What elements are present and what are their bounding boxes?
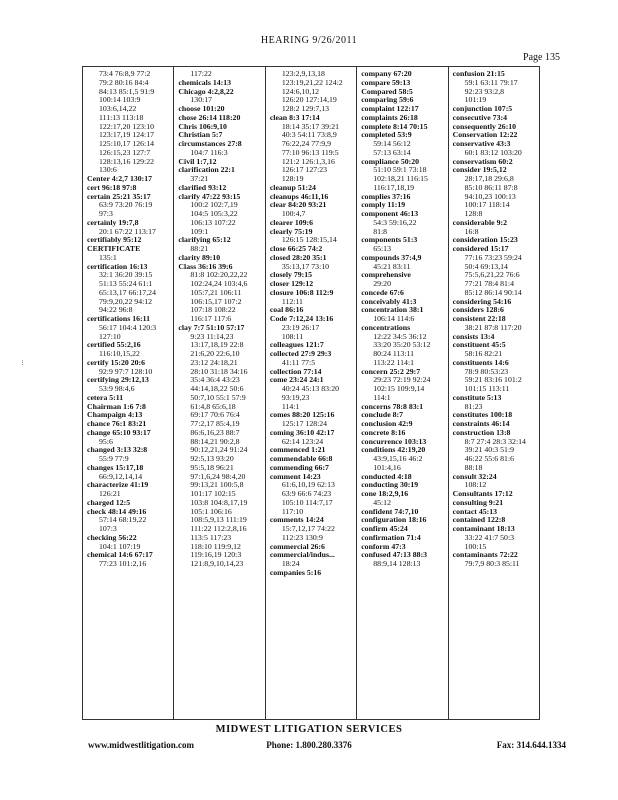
index-reference-line: 108:11 (281, 331, 304, 341)
index-reference-line: 116:17 117:6 (190, 314, 232, 323)
index-entry: clarified 93:12 (178, 182, 227, 192)
index-entry: company 67:20 (361, 69, 412, 78)
index-entry: come 23:24 24:1 (269, 375, 324, 385)
index-reference-line: 35:13,17 73:10 (281, 261, 330, 271)
index-entry: colleagues 121:7 (269, 340, 324, 350)
index-entry: companies 5:16 (269, 567, 322, 577)
index-reference-line: 59:14 56:12 (373, 139, 411, 148)
index-reference-line: 102:24,24 103:4,6 (190, 279, 248, 288)
index-entry: conservative 43:3 (452, 139, 511, 148)
index-entry: certainly 19:7,8 (87, 217, 139, 227)
index-entry: characterize 41:19 (87, 480, 149, 490)
index-reference-line: 8:7 27:4 28:3 32:14 (464, 436, 526, 446)
index-reference-line: 114:1 (281, 401, 300, 411)
index-reference-line: 92:5,13 93:20 (190, 454, 234, 463)
index-reference-line: 39:21 40:3 51:9 (464, 445, 515, 455)
index-reference-line: 103:8 104:8,17,19 (190, 497, 248, 507)
index-reference-line: 40:24 45:13 83:20 (281, 384, 339, 393)
index-entry: clearly 75:19 (269, 226, 313, 236)
index-reference-line: 16:8 (464, 226, 479, 236)
index-reference-line: 100:14 103:9 (99, 95, 141, 105)
index-entry: consideration 15:23 (452, 235, 518, 245)
index-reference-line: 15:7,12,17 74:22 (281, 524, 335, 533)
index-reference-line: 59:21 83:16 101:2 (464, 375, 522, 385)
index-reference-line: 88:18 (464, 462, 483, 472)
index-reference-line: 81:8 (373, 226, 388, 236)
index-reference-line: 104:1 107:19 (99, 541, 141, 551)
index-entry: checking 56:22 (87, 532, 137, 542)
index-reference-line: 55:9 77:9 (99, 454, 129, 463)
index-entry: comparing 59:6 (361, 95, 414, 105)
index-reference-line: 122:17,20 123:10 (99, 121, 155, 131)
index-entry: Chicago 4:2,8,22 (178, 86, 234, 96)
index-entry: Chairman 1:6 7:8 (87, 401, 146, 411)
index-entry: certified 55:2,16 (87, 340, 141, 350)
index-reference-line: 113:22 114:1 (373, 357, 415, 367)
index-reference-line: 97:1,6,24 98:4,20 (190, 471, 246, 481)
index-column-1 (83, 67, 174, 719)
index-reference-line: 77:16 73:23 59:24 (464, 252, 522, 262)
index-entry: concern 25:2 29:7 (361, 366, 421, 376)
index-reference-line: 62:14 123:24 (281, 436, 324, 446)
index-reference-line: 99:13,21 100:5,8 (190, 480, 244, 490)
index-entry: closed 28:20 35:1 (269, 252, 327, 262)
index-entry: conducting 30:19 (361, 480, 419, 490)
index-entry: clarify 47:22 93:15 (178, 191, 241, 201)
index-entry: compliance 50:20 (361, 156, 420, 166)
footer-firm-name: MIDWEST LITIGATION SERVICES (215, 724, 403, 735)
index-reference-line: 86:6,16,23 88:7 (190, 427, 240, 437)
index-entry: chemical 14:6 67:17 (87, 550, 153, 560)
page-header: HEARING 9/26/2011 (260, 35, 358, 46)
index-reference-line: 75:5,6,21,22 76:6 (464, 270, 520, 280)
index-entry: comes 88:20 125:16 (269, 410, 335, 420)
index-reference-line: 108:12 (464, 480, 487, 490)
index-reference-line: 130:17 (190, 95, 213, 105)
index-reference-line: 59:1 63:11 79:17 (464, 77, 518, 87)
index-entry: certifying 29:12,13 (87, 375, 149, 385)
index-entry: concrete 8:16 (361, 427, 406, 437)
index-entry: circumstances 27:8 (178, 139, 242, 148)
index-entry: changed 3:13 32:8 (87, 445, 148, 455)
index-reference-line: 63:9 73:20 76:19 (99, 200, 153, 210)
index-reference-line: 116:17,18,19 (373, 182, 415, 192)
index-entry: conjunction 107:5 (452, 104, 513, 113)
index-entry: cleanups 46:11,16 (269, 191, 329, 201)
index-reference-line: 78:9 80:53:23 (464, 366, 509, 376)
index-reference-line: 107:18 108:22 (190, 305, 236, 315)
index-entry: clarification 22:1 (178, 165, 235, 175)
index-reference-line: 105:10 114:7,17 (281, 497, 333, 507)
index-reference-line: 105:7,21 106:11 (190, 287, 242, 297)
index-reference-line: 77:21 78:4 81:4 (464, 279, 515, 288)
index-reference-line: 54:3 59:16,22 (373, 217, 417, 227)
index-entry: closure 106:8 112:9 (269, 287, 334, 297)
margin-mark: ... (20, 360, 28, 366)
index-reference-line: 81:23 (464, 401, 483, 411)
index-reference-line: 66:9,12,14,14 (99, 471, 143, 481)
index-reference-line: 57:14 68:19,22 (99, 515, 147, 525)
index-reference-line: 45:12 (373, 497, 391, 507)
index-entry: conclusion 42:9 (361, 419, 413, 428)
index-reference-line: 118:10 119:9,12 (190, 541, 241, 551)
index-entry: constraints 46:14 (452, 419, 510, 428)
index-reference-line: 100:15 (464, 541, 487, 551)
index-reference-line: 94:10,23 100:13 (464, 191, 516, 201)
index-entry: coal 86:16 (269, 305, 304, 315)
index-entry: considered 15:17 (452, 244, 509, 253)
index-entry: constitute 5:13 (452, 392, 502, 402)
index-reference-line: 128:13,16 129:22 (99, 156, 155, 166)
index-reference-line: 101:15 113:11 (464, 384, 510, 393)
index-reference-line: 69:17 70:6 76:4 (190, 410, 240, 420)
index-entry: changes 15:17,18 (87, 462, 144, 472)
index-reference-line: 135:1 (99, 252, 117, 262)
index-reference-line: 88:21 (190, 244, 209, 253)
word-index-grid (82, 66, 540, 720)
index-reference-line: 28:17,18 29:6,8 (464, 174, 514, 183)
index-entry: complete 8:14 70:15 (361, 121, 428, 131)
index-reference-line: 128:2 129:7,13 (281, 104, 330, 113)
index-reference-line: 77:2,17 85:4,19 (190, 419, 240, 428)
index-reference-line: 85:12 86:14 90:14 (464, 287, 522, 297)
index-reference-line: 41:11 77:5 (281, 357, 316, 367)
index-entry: collected 27:9 29:3 (269, 349, 332, 358)
index-reference-line: 126:21 (99, 489, 121, 498)
index-entry: choose 101:20 (178, 104, 225, 113)
index-entry: contained 122:8 (452, 515, 506, 525)
index-entry: collection 77:14 (269, 366, 322, 376)
index-reference-line: 121:8,9,10,14,23 (190, 559, 244, 568)
index-entry: conducted 4:18 (361, 471, 412, 481)
index-entry: consists 13:4 (452, 331, 495, 341)
index-reference-line: 126:20 127:14,19 (281, 95, 337, 105)
index-entry: conform 47:3 (361, 541, 406, 551)
index-reference-line: 23:19 26:17 (281, 322, 320, 332)
index-reference-line: 92:9 97:7 128:10 (99, 366, 153, 376)
index-reference-line: 125:10,17 126:14 (99, 139, 155, 148)
index-reference-line: 45:21 83:11 (373, 261, 411, 271)
index-entry: check 48:14 49:16 (87, 506, 147, 516)
index-entry: conclude 8:7 (361, 410, 404, 420)
index-reference-line: 21:6,20 22:6,10 (190, 349, 240, 358)
index-reference-line: 102:15 109:9,14 (373, 384, 425, 393)
footer-fax: Fax: 314.644.1334 (496, 740, 566, 750)
index-entry: commercial 26:6 (269, 541, 325, 551)
index-entry: considers 128:6 (452, 305, 504, 315)
index-reference-line: 106:15,17 107:2 (190, 296, 242, 306)
index-entry: considering 54:16 (452, 296, 512, 306)
index-reference-line: 128:19 (281, 174, 304, 183)
index-entry: comprehensive (361, 270, 411, 280)
index-entry: commending 66:7 (269, 462, 329, 472)
index-reference-line: 43:9,15,16 46:2 (373, 454, 423, 463)
index-reference-line: 100:4,7 (281, 209, 306, 218)
index-reference-line: 9:23 11:14,23 (190, 331, 234, 341)
index-entry: compare 59:13 (361, 77, 411, 87)
index-entry: cleanup 51:24 (269, 182, 316, 192)
index-entry: complies 37:16 (361, 191, 411, 201)
index-reference-line: 65:13,17 66:17,24 (99, 287, 156, 297)
index-reference-line: 95:5,18 96:21 (190, 462, 234, 472)
index-entry: completed 53:9 (361, 130, 412, 140)
index-column-4 (357, 67, 448, 719)
index-reference-line: 40:3 54:11 73:8,9 (281, 130, 337, 140)
index-entry: contact 45:13 (452, 506, 498, 516)
index-reference-line: 126:15 128:15,14 (281, 235, 337, 245)
index-entry: consulting 9:21 (452, 497, 504, 507)
index-entry: commercial/indus... (269, 550, 335, 560)
index-entry: comments 14:24 (269, 515, 324, 525)
index-reference-line: 93:19,23 (281, 392, 310, 402)
index-entry: components 51:3 (361, 235, 418, 245)
index-entry: component 46:13 (361, 209, 419, 218)
index-reference-line: 23:12 24:18,21 (190, 357, 238, 367)
index-entry: consistent 22:18 (452, 314, 506, 323)
index-reference-line: 13:17,18,19 22:8 (190, 340, 244, 350)
index-reference-line: 101:17 102:15 (190, 489, 236, 498)
index-reference-line: 121:2 126:1,3,16 (281, 156, 335, 166)
index-reference-line: 88:14,21 90:2,8 (190, 436, 240, 446)
index-reference-line: 113:5 117:23 (190, 532, 232, 542)
index-entry: certification 16:13 (87, 261, 148, 271)
index-reference-line: 109:1 (190, 226, 209, 236)
index-entry: close 66:25 74:2 (269, 244, 323, 253)
index-entry: Conservation 12:22 (452, 130, 518, 140)
index-reference-line: 107:3 (99, 524, 117, 533)
index-entry: cone 18:2,9,16 (361, 489, 409, 498)
index-entry: conceivably 41:3 (361, 296, 417, 306)
index-reference-line: 111:22 112:2,8,16 (190, 524, 247, 533)
index-entry: Compared 58:5 (361, 86, 413, 96)
index-reference-line: 106:14 114:6 (373, 314, 415, 323)
index-reference-line: 103:6,14,22 (99, 104, 137, 113)
index-entry: concurrence 103:13 (361, 436, 427, 446)
index-reference-line: 95:6 (99, 436, 113, 446)
index-entry: compounds 37:4,9 (361, 252, 422, 262)
index-reference-line: 63:9 66:6 74:23 (281, 489, 332, 498)
index-entry: consider 19:5,12 (452, 165, 507, 175)
index-reference-line: 123:19,21,22 124:2 (281, 77, 343, 87)
index-reference-line: 101:19 (464, 95, 487, 105)
index-reference-line: 130:6 (99, 165, 117, 175)
index-reference-line: 119:16,19 120:3 (190, 550, 242, 560)
index-entry: closely 79:15 (269, 270, 313, 280)
index-reference-line: 20:1 67:22 113:17 (99, 226, 156, 236)
index-entry: CERTIFICATE (87, 244, 141, 253)
index-reference-line: 111:13 113:18 (99, 112, 144, 122)
index-entry: certifiably 95:12 (87, 235, 142, 245)
index-entry: change 65:10 93:17 (87, 427, 151, 437)
index-reference-line: 12:22 34:5 36:12 (373, 331, 427, 341)
index-entry: certify 15:20 20:6 (87, 357, 146, 367)
index-reference-line: 60:1 83:12 103:20 (464, 147, 522, 157)
index-entry: configuration 18:16 (361, 515, 427, 525)
index-reference-line: 94:22 96:8 (99, 305, 133, 315)
index-entry: cert 96:18 97:8 (87, 182, 137, 192)
index-entry: constitutes 100:18 (452, 410, 513, 420)
index-reference-line: 37:21 (190, 174, 209, 183)
index-reference-line: 112:23 130:9 (281, 532, 323, 542)
index-reference-line: 108:5,9,13 111:19 (190, 515, 247, 525)
index-entry: Class 36:16 39:6 (178, 261, 233, 271)
index-entry: charged 12:5 (87, 497, 131, 507)
index-reference-line: 29:23 72:19 92:24 (373, 375, 431, 385)
index-reference-line: 58:16 82:21 (464, 349, 503, 358)
index-entry: consult 32:24 (452, 471, 497, 481)
index-reference-line: 38:21 87:8 117:20 (464, 322, 522, 332)
index-entry: certain 25:21 35:17 (87, 191, 151, 201)
index-reference-line: 56:17 104:4 120:3 (99, 322, 157, 332)
index-entry: confident 74:7,10 (361, 506, 419, 516)
index-entry: conservatism 60:2 (452, 156, 513, 166)
index-reference-line: 29:20 (373, 279, 391, 288)
index-reference-line: 32:1 36:20 39:15 (99, 270, 153, 280)
index-entry: chance 76:1 83:21 (87, 419, 147, 428)
index-reference-line: 125:17 128:24 (281, 419, 328, 428)
index-entry: contaminants 72:22 (452, 550, 518, 560)
index-entry: consecutive 73:4 (452, 112, 507, 122)
index-entry: contaminant 18:13 (452, 524, 515, 533)
index-reference-line: 61:4,8 65:6,18 (190, 401, 236, 411)
index-entry: conditions 42:19,20 (361, 445, 426, 455)
index-entry: Chris 106:9,10 (178, 121, 227, 131)
index-entry: confused 47:13 88:3 (361, 550, 428, 560)
page-number: Page 135 (523, 52, 560, 63)
index-reference-line: 44:14,18,22 50:6 (190, 384, 244, 393)
index-reference-line: 106:13 107:22 (190, 217, 236, 227)
index-reference-line: 116:10,15,22 (99, 349, 140, 358)
index-reference-line: 102:18,21 116:15 (373, 174, 428, 183)
index-reference-line: 46:22 55:6 81:6 (464, 454, 515, 463)
index-entry: considerable 9:2 (452, 217, 507, 227)
index-reference-line: 28:10 31:18 34:16 (190, 366, 248, 376)
index-reference-line: 117:22 (190, 69, 212, 78)
index-entry: complaint 122:17 (361, 104, 419, 113)
index-entry: closer 129:12 (269, 279, 314, 288)
index-reference-line: 35:4 36:4 43:23 (190, 375, 240, 385)
index-entry: certifications 16:11 (87, 314, 151, 323)
index-reference-line: 73:4 76:8,9 77:2 (99, 69, 151, 78)
index-reference-line: 126:17 127:23 (281, 165, 328, 175)
index-reference-line: 100:17 118:14 (464, 200, 510, 210)
index-reference-line: 101:4,16 (373, 462, 401, 472)
index-entry: concentration 38:1 (361, 305, 424, 315)
index-entry: Champaign 4:13 (87, 410, 143, 420)
index-reference-line: 117:10 (281, 506, 304, 516)
index-reference-line: 112:11 (281, 296, 303, 306)
index-entry: confusion 21:15 (452, 69, 505, 78)
index-reference-line: 124:6,10,12 (281, 86, 320, 96)
index-reference-line: 85:10 86:11 87:8 (464, 182, 518, 192)
index-reference-line: 104:7 116:3 (190, 147, 228, 157)
index-entry: Center 4:2,7 130:17 (87, 174, 153, 183)
index-entry: clarifying 65:12 (178, 235, 231, 245)
index-reference-line: 92:23 93:2,8 (464, 86, 505, 96)
index-reference-line: 80:24 113:11 (373, 349, 415, 358)
footer-phone: Phone: 1.800.280.3376 (266, 740, 352, 750)
index-entry: confirm 45:24 (361, 524, 408, 533)
index-entry: clearer 109:6 (269, 217, 314, 227)
index-entry: cetera 5:11 (87, 392, 124, 402)
index-entry: coming 36:10 42:17 (269, 427, 335, 437)
index-entry: chose 26:14 118:20 (178, 112, 241, 122)
index-entry: comply 11:19 (361, 200, 406, 210)
index-entry: construction 13:8 (452, 427, 511, 437)
index-reference-line: 128:8 (464, 209, 483, 218)
index-reference-line: 79:9,20,22 94:12 (99, 296, 153, 306)
index-reference-line: 50:7,10 55:1 57:9 (190, 392, 246, 402)
index-reference-line: 33:20 35:20 53:12 (373, 340, 431, 350)
index-reference-line: 123:17,19 124:17 (99, 130, 155, 140)
index-entry: consequently 26:10 (452, 121, 517, 131)
index-reference-line: 18:24 (281, 559, 300, 568)
index-reference-line: 100:2 102:7,19 (190, 200, 238, 210)
index-reference-line: 105:1 106:16 (190, 506, 232, 516)
index-reference-line: 97:3 (99, 209, 113, 218)
index-reference-line: 79:2 80:16 84:4 (99, 77, 149, 87)
index-entry: confirmation 71:4 (361, 532, 421, 542)
index-entry: comment 14:23 (269, 471, 321, 481)
index-entry: commendable 66:8 (269, 454, 333, 463)
index-entry: clear 84:20 93:21 (269, 200, 327, 210)
index-reference-line: 51:13 55:24 61:1 (99, 279, 153, 288)
index-entry: chemicals 14:13 (178, 77, 232, 87)
index-entry: clay 7:7 51:10 57:17 (178, 322, 245, 332)
index-column-3 (266, 67, 357, 719)
index-entry: Code 7:12,24 13:16 (269, 314, 334, 323)
index-entry: concerns 78:8 83:1 (361, 401, 424, 411)
index-entry: constituents 14:6 (452, 357, 509, 367)
index-reference-line: 18:14 35:17 39:21 (281, 121, 339, 131)
index-entry: complaints 26:18 (361, 112, 418, 122)
index-reference-line: 51:10 59:1 73:18 (373, 165, 427, 175)
index-reference-line: 123:2,9,13,18 (281, 69, 325, 78)
index-entry: commenced 1:21 (269, 445, 326, 455)
index-entry: Consultants 17:12 (452, 489, 513, 498)
index-reference-line: 53:9 98:4,6 (99, 384, 135, 393)
index-reference-line: 104:5 105:3,22 (190, 209, 238, 218)
index-reference-line: 57:13 63:14 (373, 147, 411, 157)
index-reference-line: 77:10 96:13 119:5 (281, 147, 339, 157)
index-reference-line: 50:4 69:13,14 (464, 261, 508, 271)
index-reference-line: 88:9,14 128:13 (373, 559, 421, 568)
index-reference-line: 65:13 (373, 244, 391, 253)
index-entry: Christian 5:7 (178, 130, 223, 140)
index-reference-line: 81:8 102:20,22,22 (190, 270, 248, 280)
index-column-5 (449, 67, 539, 719)
index-entry: concede 67:6 (361, 287, 404, 297)
index-reference-line: 127:10 (99, 331, 121, 341)
index-entry: concentrations (361, 322, 411, 332)
index-reference-line: 126:15,23 127:7 (99, 147, 151, 157)
index-reference-line: 79:7,9 80:3 85:11 (464, 559, 520, 568)
index-reference-line: 77:23 101:2,16 (99, 559, 147, 568)
index-reference-line: 76:22,24 77:9,9 (281, 139, 331, 148)
index-entry: constituent 45:5 (452, 340, 506, 350)
index-reference-line: 61:6,10,19 62:13 (281, 480, 335, 490)
index-reference-line: 114:1 (373, 392, 391, 402)
footer-website: www.midwestlitigation.com (88, 740, 194, 750)
index-column-2 (174, 67, 265, 719)
index-entry: clean 8:3 17:14 (269, 112, 320, 122)
index-reference-line: 90:12,21,24 91:24 (190, 445, 248, 455)
index-entry: Civil 1:7,12 (178, 156, 217, 166)
index-entry: clarity 89:10 (178, 252, 221, 262)
index-reference-line: 33:22 41:7 50:3 (464, 532, 515, 542)
index-reference-line: 84:13 85:1,5 91:9 (99, 86, 155, 96)
